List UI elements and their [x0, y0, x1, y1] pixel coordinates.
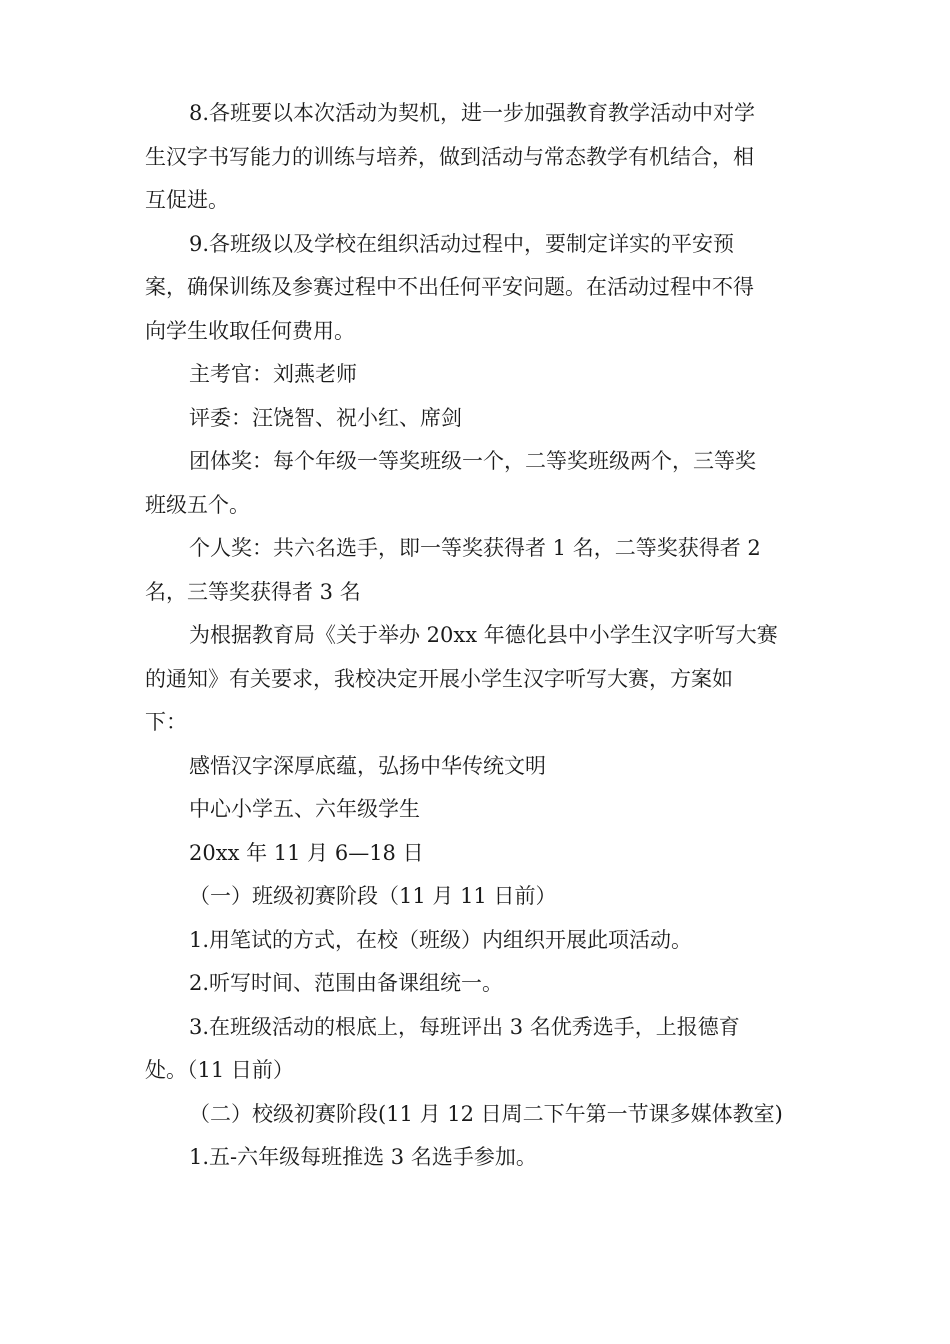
list-item — [145, 919, 825, 963]
text-line: 1.用笔试的方式，在校（班级）内组织开展此项活动。 — [189, 927, 693, 952]
text-line: 9.各班级以及学校在组织活动过程中，要制定详实的平安预 — [189, 231, 735, 256]
list-item — [145, 1136, 825, 1180]
text-line: （二）校级初赛阶段(11 月 12 日周二下午第一节课多媒体教室) — [189, 1101, 783, 1126]
text-line: 感悟汉字深厚底蕴，弘扬中华传统文明 — [189, 753, 546, 778]
intro-paragraph — [145, 614, 825, 745]
individual-award — [145, 527, 825, 614]
text-line: 案，确保训练及参赛过程中不出任何平安问题。在活动过程中不得 — [145, 275, 754, 299]
theme — [145, 745, 825, 789]
team-award — [145, 440, 825, 527]
text-line: 评委：汪饶智、祝小红、席剑 — [189, 405, 462, 430]
text-line: 下： — [145, 710, 187, 734]
paragraph-item-8 — [145, 92, 825, 223]
text-line: 个人奖：共六名选手，即一等奖获得者 1 名，二等奖获得者 2 — [189, 536, 761, 560]
event-date — [145, 832, 825, 876]
participants — [145, 788, 825, 832]
list-item — [145, 1006, 825, 1093]
text-line: 名，三等奖获得者 3 名 — [145, 579, 361, 604]
judges — [145, 397, 825, 441]
text-line: 3.在班级活动的根底上，每班评出 3 名优秀选手，上报德育 — [189, 1014, 740, 1039]
text-line: 班级五个。 — [145, 492, 250, 517]
document-page — [145, 92, 825, 1180]
text-line: 中心小学五、六年级学生 — [189, 797, 420, 821]
text-line: 的通知》有关要求，我校决定开展小学生汉字听写大赛，方案如 — [145, 666, 733, 691]
text-line: 团体奖：每个年级一等奖班级一个，二等奖班级两个，三等奖 — [189, 449, 756, 473]
section-heading-2 — [145, 1093, 825, 1137]
text-line: 互促进。 — [145, 188, 229, 212]
text-line: 为根据教育局《关于举办 20xx 年德化县中小学生汉字听写大赛 — [189, 623, 778, 647]
text-line: 主考官：刘燕老师 — [189, 362, 357, 386]
text-line: 向学生收取任何费用。 — [145, 318, 355, 343]
chief-examiner — [145, 353, 825, 397]
text-line: 2.听写时间、范围由备课组统一。 — [189, 971, 504, 995]
text-line: 1.五-六年级每班推选 3 名选手参加。 — [189, 1145, 537, 1169]
text-line: （一）班级初赛阶段（11 月 11 日前） — [189, 884, 557, 908]
text-line: 生汉字书写能力的训练与培养，做到活动与常态教学有机结合，相 — [145, 144, 754, 169]
section-heading-1 — [145, 875, 825, 919]
text-line: 20xx 年 11 月 6—18 日 — [189, 840, 424, 865]
list-item — [145, 962, 825, 1006]
text-line: 处。（11 日前） — [145, 1058, 294, 1082]
paragraph-item-9 — [145, 223, 825, 354]
text-line: 8.各班要以本次活动为契机，进一步加强教育教学活动中对学 — [189, 101, 756, 125]
